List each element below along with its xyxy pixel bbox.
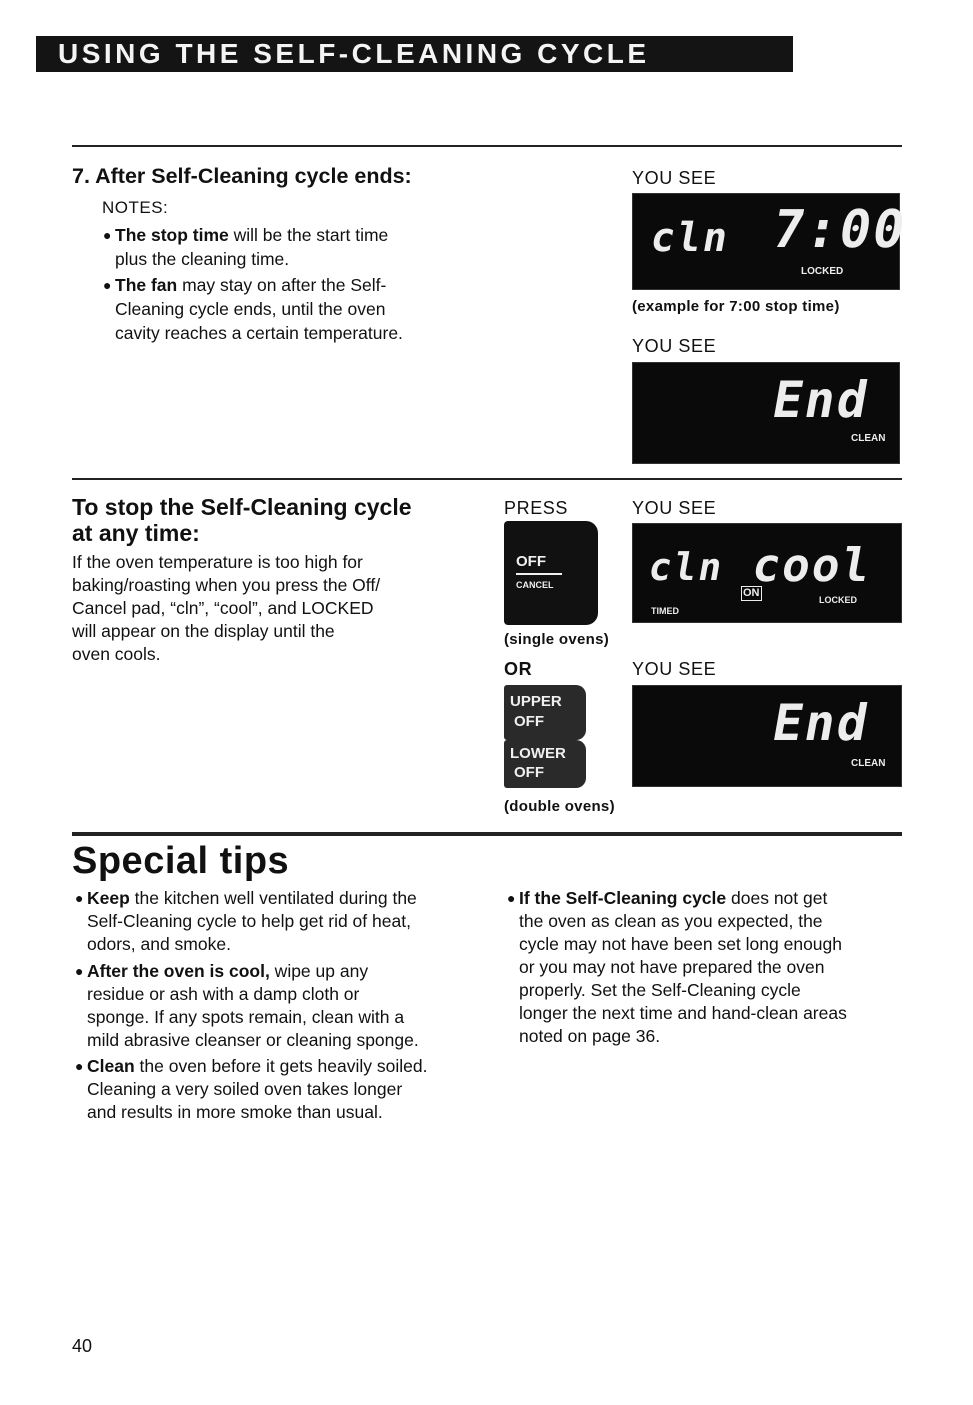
or-label: OR xyxy=(504,659,533,679)
clean-indicator: CLEAN xyxy=(851,758,886,769)
divider-thick xyxy=(72,832,902,836)
step7-heading: 7. After Self-Cleaning cycle ends: xyxy=(72,164,412,188)
bullet-icon: ● xyxy=(75,963,84,979)
bullet-icon: ● xyxy=(75,890,84,906)
timed-indicator: TIMED xyxy=(651,606,679,616)
display-right-text: 7:00 xyxy=(767,200,912,260)
you-see-label: YOU SEE xyxy=(632,336,717,356)
divider xyxy=(72,145,902,147)
bullet-icon: ● xyxy=(507,890,516,906)
display-left-text: cln xyxy=(645,545,728,589)
display-left-text: cln xyxy=(646,215,734,261)
display-cln-700 xyxy=(632,193,912,290)
note-stop-time: ● The stop time will be the start time plus the cleaning time. xyxy=(103,225,389,269)
page-number: 40 xyxy=(72,1336,93,1356)
display-cln-cool xyxy=(632,523,902,623)
press-label: PRESS xyxy=(504,498,569,518)
tips-heading: Special tips xyxy=(72,840,290,882)
you-see-label: YOU SEE xyxy=(632,498,717,518)
display-end-text: End xyxy=(767,694,875,752)
clean-indicator: CLEAN xyxy=(851,433,886,444)
stop-heading: To stop the Self-Cleaning cycle at any time: xyxy=(72,494,412,546)
lower-off-button[interactable]: LOWER OFF xyxy=(504,740,586,788)
caption-double: (double ovens) xyxy=(504,798,615,815)
display-end xyxy=(632,362,900,464)
caption-example: (example for 7:00 stop time) xyxy=(632,298,840,315)
notes-title: NOTES: xyxy=(102,198,169,217)
tip-if-not-clean: ● If the Self-Cleaning cycle does not get the oven as clean as you expected, the cycle may not have been set long enough or you may not have prepared the oven properly. Set the Self-Cleaning cycle longer the next time and hand-clean areas noted on page 36. xyxy=(507,888,847,1046)
display-end-text: End xyxy=(767,371,875,429)
note-fan: ● The fan may stay on after the Self- Cleaning cycle ends, until the oven cavity reaches a certain temperature. xyxy=(103,275,403,343)
locked-indicator: LOCKED xyxy=(801,266,844,277)
off-cancel-button[interactable]: OFF CANCEL xyxy=(504,521,598,625)
caption-single: (single ovens) xyxy=(504,631,610,648)
tip-after-cool: ● After the oven is cool, wipe up any residue or ash with a damp cloth or sponge. If any spots remain, clean with a mild abrasive cleanser or cleaning sponge. xyxy=(75,961,419,1050)
divider xyxy=(72,478,902,480)
bullet-icon: ● xyxy=(103,277,112,293)
on-indicator: ON xyxy=(743,587,760,599)
you-see-label: YOU SEE xyxy=(632,168,717,188)
stop-paragraph: If the oven temperature is too high for baking/roasting when you press the Off/ Cancel pad, “cln”, “cool”, and LOCKED will appear on the display until the oven cools. xyxy=(72,552,381,664)
upper-off-button[interactable]: UPPER OFF xyxy=(504,685,586,740)
you-see-label: YOU SEE xyxy=(632,659,717,679)
locked-indicator: LOCKED xyxy=(819,595,857,605)
tip-keep: ● Keep the kitchen well ventilated during the Self-Cleaning cycle to help get rid of heat, odors, and smoke. xyxy=(75,888,417,954)
bullet-icon: ● xyxy=(75,1058,84,1074)
display-end-double xyxy=(632,685,902,787)
display-right-text: cool xyxy=(748,538,877,592)
section-banner xyxy=(36,36,793,72)
banner-title: USING THE SELF-CLEANING CYCLE xyxy=(58,38,650,69)
tip-clean: ● Clean the oven before it gets heavily soiled. Cleaning a very soiled oven takes longer and results in more smoke than usual. xyxy=(75,1056,428,1122)
bullet-icon: ● xyxy=(103,227,112,243)
